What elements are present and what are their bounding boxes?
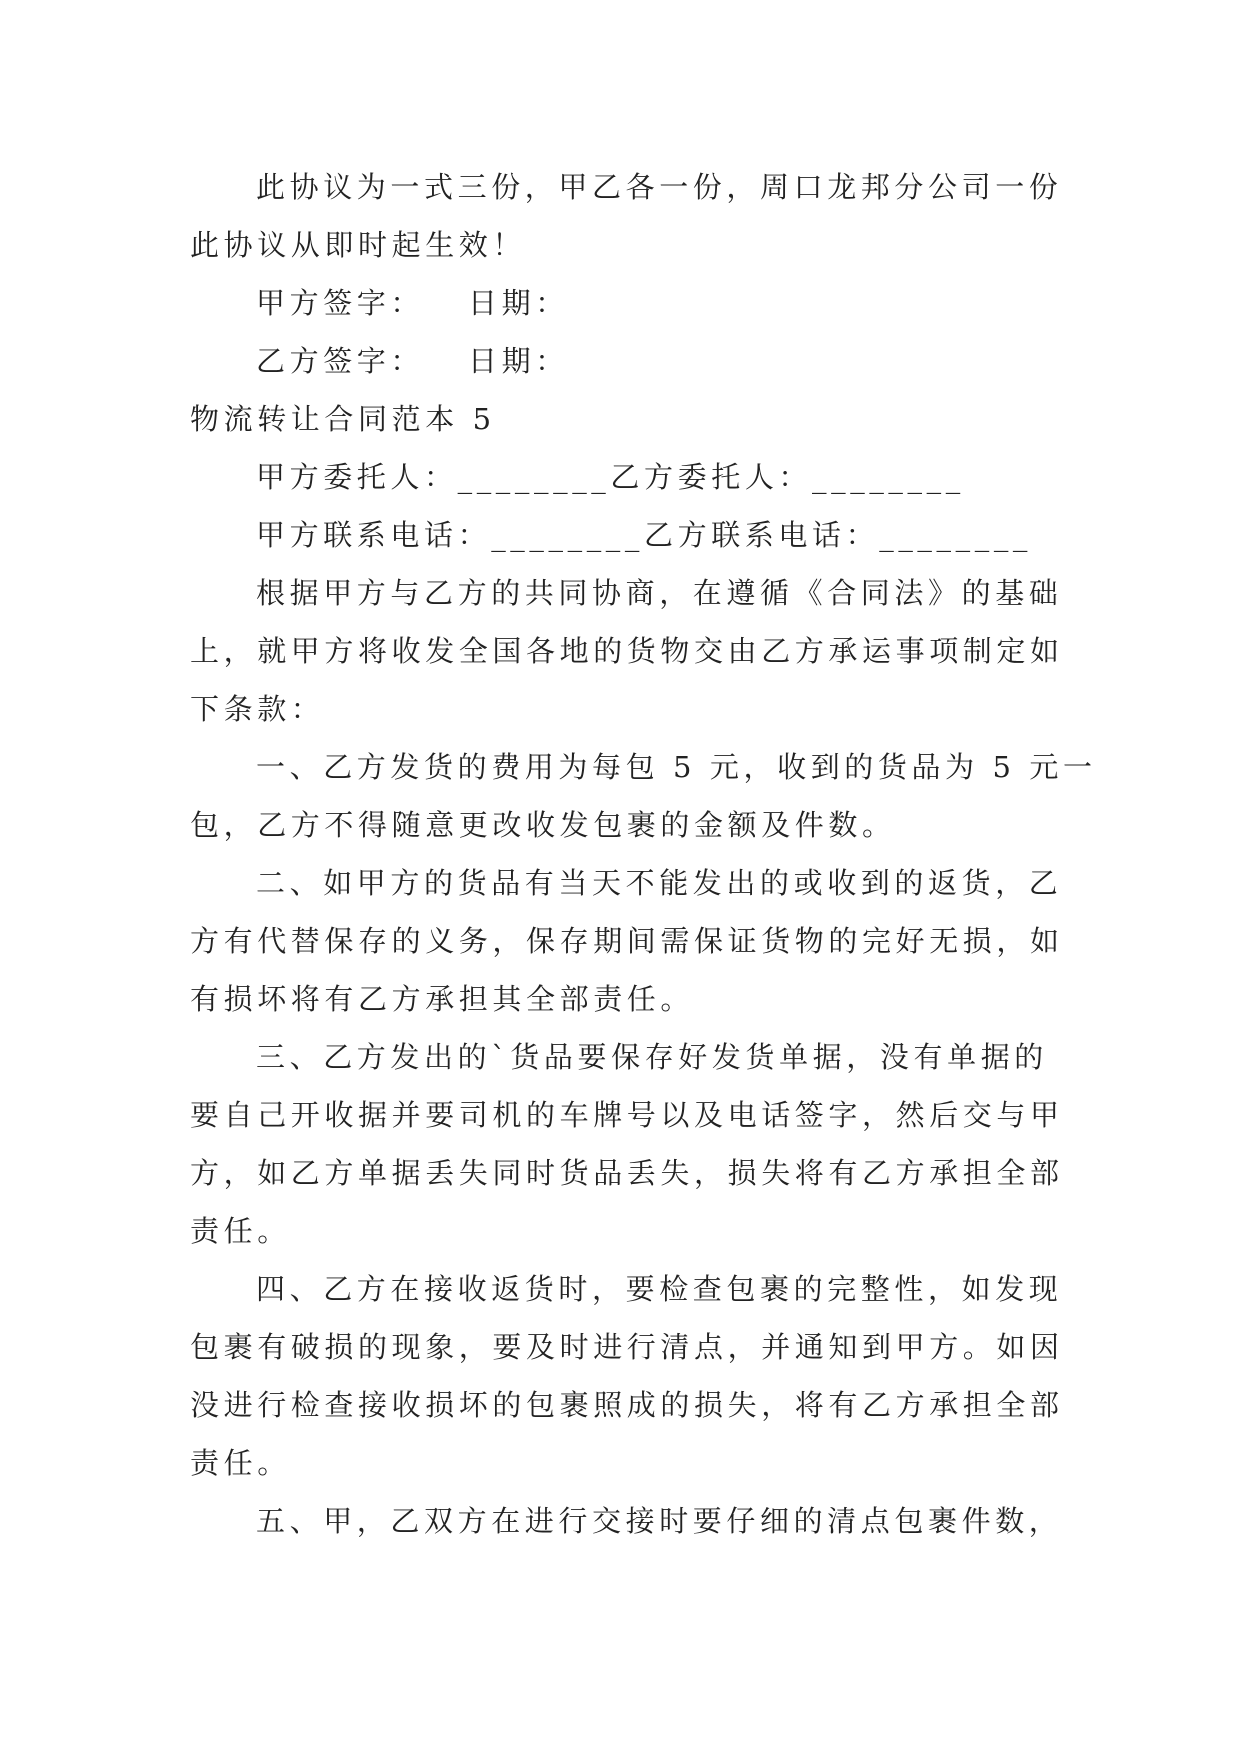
clause-1-line-1: 一、乙方发货的费用为每包 5 元，收到的货品为 5 元一 (256, 750, 1097, 784)
clause-3-line-3: 方，如乙方单据丢失同时货品丢失，损失将有乙方承担全部 (190, 1156, 1064, 1190)
clause-3-line-2: 要自己开收据并要司机的车牌号以及电话签字，然后交与甲 (190, 1098, 1064, 1132)
section-heading: 物流转让合同范本 5 (190, 402, 496, 436)
party-b-phone-label: 乙方联系电话： (644, 518, 880, 552)
effective-clause: 此协议从即时起生效！ (190, 228, 527, 262)
intro-line-3: 下条款： (190, 692, 325, 726)
party-a-date-label: 日期： (468, 286, 569, 320)
party-b-signature-label: 乙方签字： (256, 344, 425, 378)
clause-4-line-1: 四、乙方在接收返货时，要检查包裹的完整性，如发现 (256, 1272, 1063, 1306)
party-a-signature-label: 甲方签字： (256, 286, 425, 320)
clause-2-line-2: 方有代替保存的义务，保存期间需保证货物的完好无损，如 (190, 924, 1064, 958)
intro-line-2: 上，就甲方将收发全国各地的货物交由乙方承运事项制定如 (190, 634, 1064, 668)
party-a-phone-blank: ________ (491, 518, 645, 552)
clause-5-line-1: 五、甲，乙双方在进行交接时要仔细的清点包裹件数， (256, 1504, 1063, 1538)
party-a-agent-blank: ________ (457, 460, 611, 494)
party-b-date-label: 日期： (468, 344, 569, 378)
party-a-signature-line (190, 274, 569, 332)
party-b-agent-label: 乙方委托人： (610, 460, 813, 494)
party-a-phone-label: 甲方联系电话： (256, 518, 492, 552)
clause-1-line-2: 包，乙方不得随意更改收发包裹的金额及件数。 (190, 808, 896, 842)
intro-line-1: 根据甲方与乙方的共同协商，在遵循《合同法》的基础 (256, 576, 1063, 610)
party-b-phone-blank: ________ (879, 518, 1033, 552)
clause-4-line-4: 责任。 (190, 1446, 291, 1480)
agent-line (190, 448, 965, 506)
copies-clause: 此协议为一式三份，甲乙各一份，周口龙邦分公司一份 (256, 170, 1063, 204)
clause-3-line-1: 三、乙方发出的`货品要保存好发货单据，没有单据的 (256, 1040, 1048, 1074)
party-b-signature-line (190, 332, 569, 390)
clause-3-line-4: 责任。 (190, 1214, 291, 1248)
party-b-agent-blank: ________ (812, 460, 965, 494)
party-a-agent-label: 甲方委托人： (256, 460, 458, 494)
clause-2-line-3: 有损坏将有乙方承担其全部责任。 (190, 982, 695, 1016)
clause-2-line-1: 二、如甲方的货品有当天不能发出的或收到的返货，乙 (256, 866, 1063, 900)
clause-4-line-3: 没进行检查接收损坏的包裹照成的损失，将有乙方承担全部 (190, 1388, 1064, 1422)
clause-4-line-2: 包裹有破损的现象，要及时进行清点，并通知到甲方。如因 (190, 1330, 1064, 1364)
phone-line (190, 506, 1032, 564)
